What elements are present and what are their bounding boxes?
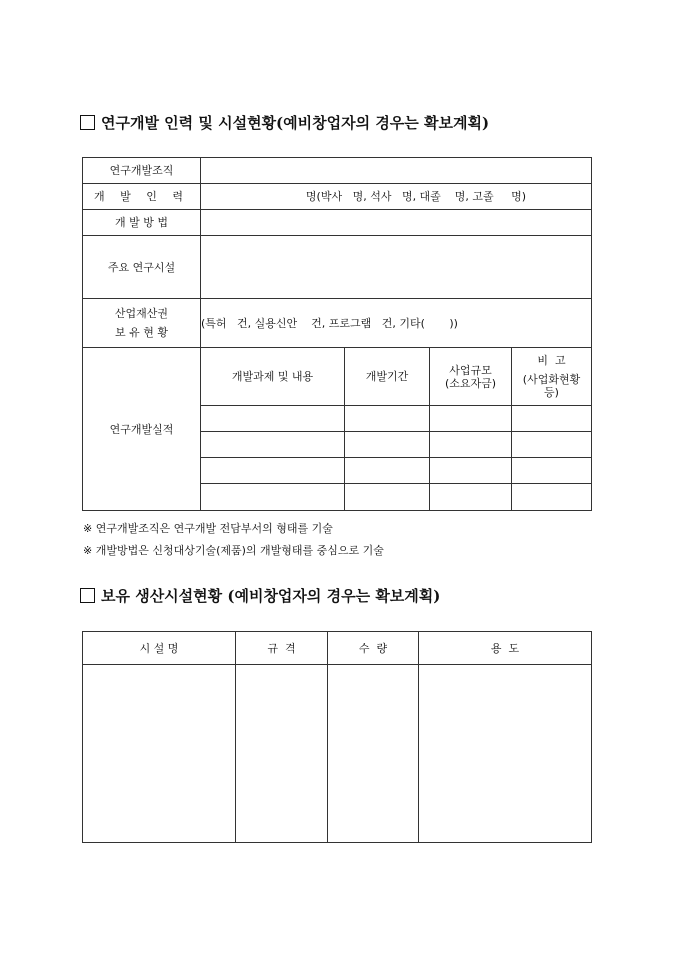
perf-cell[interactable] xyxy=(430,458,512,484)
method-label: 개 발 방 법 xyxy=(83,210,201,236)
ip-label xyxy=(83,299,201,348)
perf-cell[interactable] xyxy=(512,484,592,511)
facility-label: 주요 연구시설 xyxy=(83,236,201,299)
qty-cell[interactable] xyxy=(328,665,419,843)
perf-cell[interactable] xyxy=(512,458,592,484)
section1-heading-text: 연구개발 인력 및 시설현황(예비창업자의 경우는 확보계획) xyxy=(101,114,490,132)
perf-header-scale-line1: 사업규모 xyxy=(449,363,492,377)
header-usage: 용 도 xyxy=(419,632,592,665)
spec-cell[interactable] xyxy=(236,665,328,843)
perf-header-remark-line1: 비 고 xyxy=(537,354,566,367)
perf-header-task: 개발과제 및 내용 xyxy=(201,348,345,406)
perf-cell[interactable] xyxy=(512,432,592,458)
perf-cell[interactable] xyxy=(201,406,345,432)
perf-label: 연구개발실적 xyxy=(83,348,201,511)
rd-status-table xyxy=(82,157,592,511)
org-value-cell[interactable] xyxy=(201,158,592,184)
perf-cell[interactable] xyxy=(345,406,430,432)
org-label: 연구개발조직 xyxy=(83,158,201,184)
ip-value[interactable]: (특허 건, 실용신안 건, 프로그램 건, 기타( )) xyxy=(201,299,592,348)
production-facility-table xyxy=(82,631,592,843)
staff-value[interactable]: 명(박사 명, 석사 명, 대졸 명, 고졸 명) xyxy=(201,184,592,210)
perf-header-scale-line2: (소요자금) xyxy=(444,376,497,390)
header-qty: 수 량 xyxy=(328,632,419,665)
perf-cell[interactable] xyxy=(430,484,512,511)
method-value-cell[interactable] xyxy=(201,210,592,236)
perf-cell[interactable] xyxy=(201,484,345,511)
perf-cell[interactable] xyxy=(345,458,430,484)
header-spec: 규 격 xyxy=(236,632,328,665)
section2-heading-text: 보유 생산시설현황 (예비창업자의 경우는 확보계획) xyxy=(101,587,441,605)
perf-cell[interactable] xyxy=(430,406,512,432)
section2-heading xyxy=(80,585,440,606)
perf-cell[interactable] xyxy=(430,432,512,458)
note-2: ※ 개발방법은 신청대상기술(제품)의 개발형태를 중심으로 기술 xyxy=(83,544,384,557)
perf-cell[interactable] xyxy=(345,432,430,458)
perf-header-remark xyxy=(512,348,592,406)
perf-header-period: 개발기간 xyxy=(345,348,430,406)
perf-cell[interactable] xyxy=(345,484,430,511)
perf-cell[interactable] xyxy=(201,432,345,458)
header-facility-name: 시 설 명 xyxy=(83,632,236,665)
checkbox-square-icon xyxy=(80,115,95,130)
perf-header-scale xyxy=(430,348,512,406)
ip-label-line2: 보 유 현 황 xyxy=(115,326,168,339)
staff-label: 개 발 인 력 xyxy=(83,184,201,210)
perf-cell[interactable] xyxy=(201,458,345,484)
note-1: ※ 연구개발조직은 연구개발 전담부서의 형태를 기술 xyxy=(83,522,333,535)
usage-cell[interactable] xyxy=(419,665,592,843)
perf-header-remark-line3: 등) xyxy=(544,386,559,399)
checkbox-square-icon xyxy=(80,588,95,603)
facility-value-cell[interactable] xyxy=(201,236,592,299)
perf-header-remark-line2: (사업화현황 xyxy=(522,373,581,386)
section1-heading xyxy=(80,112,489,133)
perf-cell[interactable] xyxy=(512,406,592,432)
facility-name-cell[interactable] xyxy=(83,665,236,843)
ip-label-line1: 산업재산권 xyxy=(114,307,169,320)
